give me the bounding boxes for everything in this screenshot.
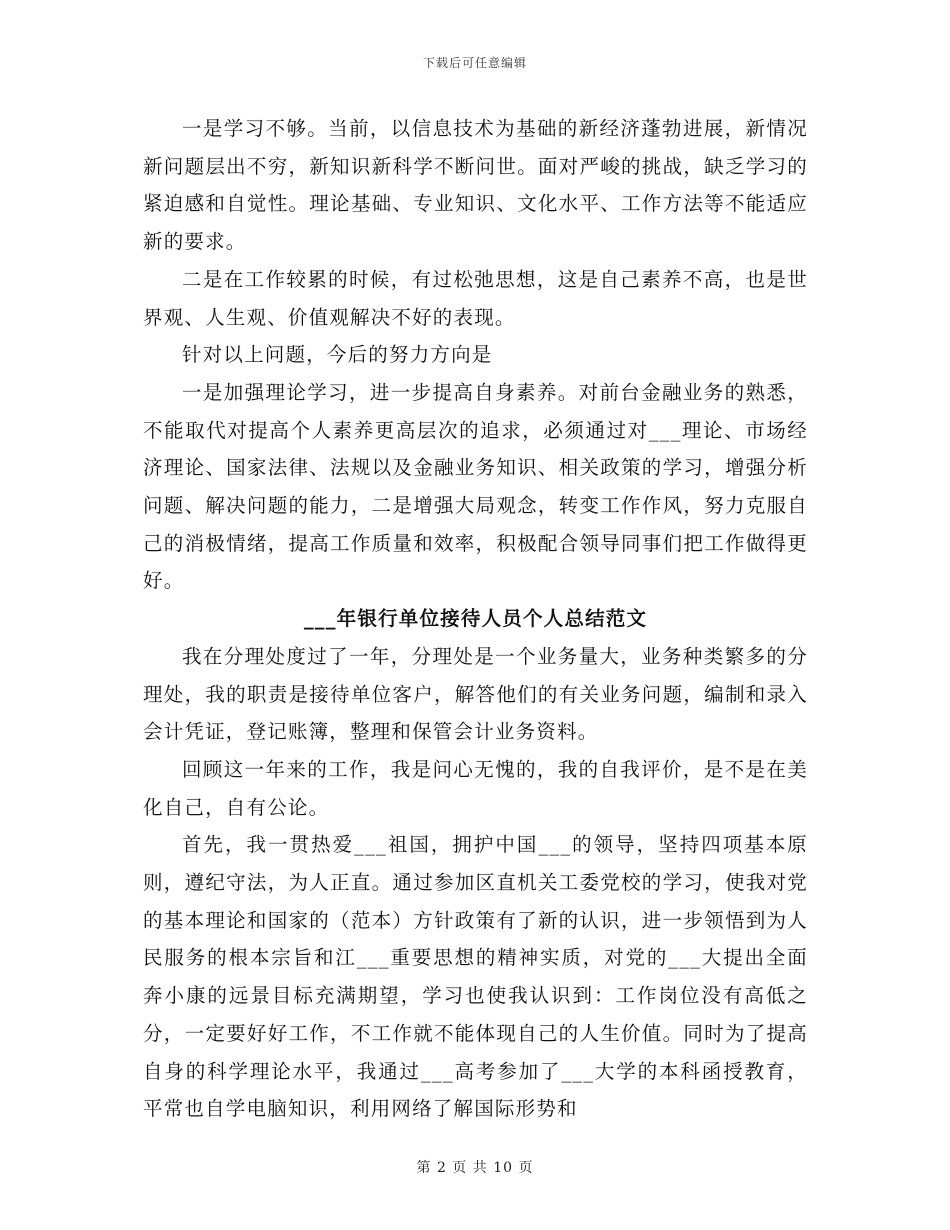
document-body xyxy=(143,110,808,1128)
paragraph-2: 二是在工作较累的时候，有过松弛思想，这是自己素养不高，也是世界观、人生观、价值观解决不好的表现。 xyxy=(143,267,808,329)
paragraph-6: 回顾这一年来的工作，我是问心无愧的，我的自我评价，是不是在美化自己，自有公论。 xyxy=(143,757,808,819)
paragraph-5: 我在分理处度过了一年，分理处是一个业务量大，业务种类繁多的分理处，我的职责是接待单位客户，解答他们的有关业务问题，编制和录入会计凭证，登记账簿，整理和保管会计业务资料。 xyxy=(143,644,808,744)
paragraph-7: 首先，我一贯热爱___祖国，拥护中国___的领导，坚持四项基本原则，遵纪守法，为人正直。通过参加区直机关工委党校的学习，使我对党的基本理论和国家的（范本）方针政策有了新的认识，进一步领悟到为人民服务的根本宗旨和江___重要思想的精神实质，对党的___大提出全面奔小康的远景目标充满期望，学习也使我认识到：工作岗位没有高低之分，一定要好好工作，不工作就不能体现自己的人生价值。同时为了提高自身的科学理论水平，我通过___高考参加了___大学的本科函授教育，平常也自学电脑知识，利用网络了解国际形势和 xyxy=(143,833,808,1121)
page-header: 下载后可任意编辑 xyxy=(422,56,527,70)
paragraph-1: 一是学习不够。当前，以信息技术为基础的新经济蓬勃进展，新情况新问题层出不穷，新知识新科学不断问世。面对严峻的挑战，缺乏学习的紧迫感和自觉性。理论基础、专业知识、文化水平、工作方法等不能适应新的要求。 xyxy=(143,117,808,254)
section-title: ___年银行单位接待人员个人总结范文 xyxy=(303,607,648,631)
paragraph-3: 针对以上问题，今后的努力方向是 xyxy=(182,343,493,367)
paragraph-4: 一是加强理论学习，进一步提高自身素养。对前台金融业务的熟悉，不能取代对提高个人素养更高层次的追求，必须通过对___理论、市场经济理论、国家法律、法规以及金融业务知识、相关政策的学习，增强分析问题、解决问题的能力，二是增强大局观念，转变工作作风，努力克服自己的消极情绪，提高工作质量和效率，积极配合领导同事们把工作做得更好。 xyxy=(143,380,808,593)
page-footer: 第 2 页 共 10 页 xyxy=(416,1160,534,1176)
